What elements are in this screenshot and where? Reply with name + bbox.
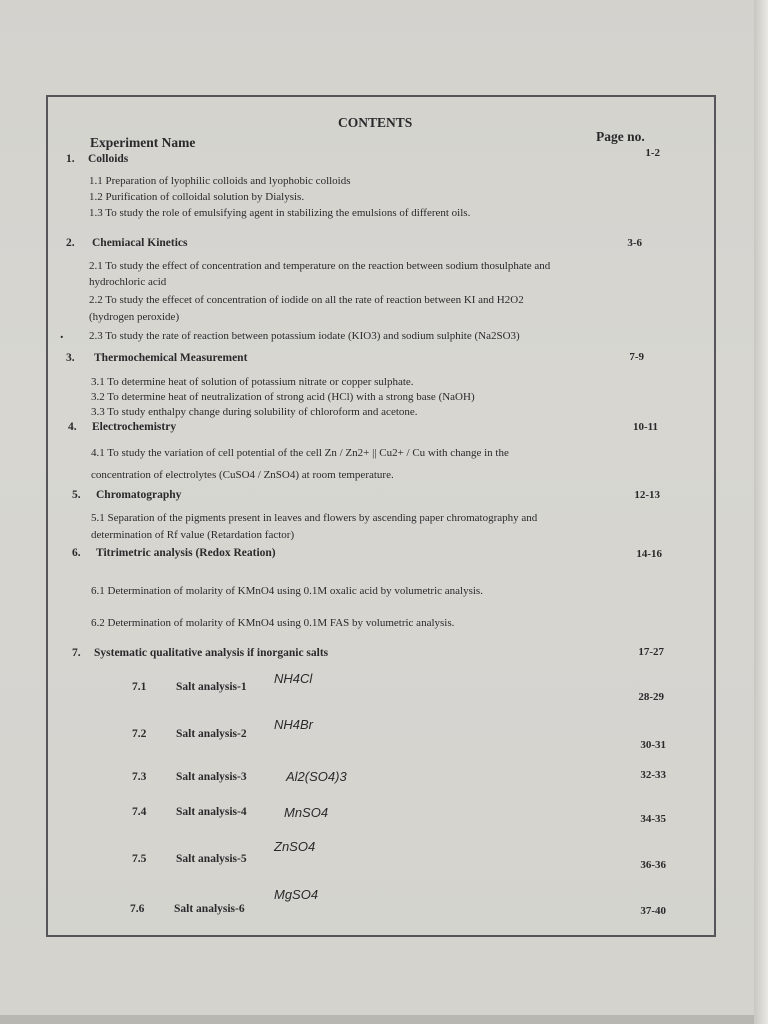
salt-name: Salt analysis-4 [176, 806, 247, 818]
section-7-name: Systematic qualitative analysis if inorganic salts [94, 647, 329, 659]
item-2-1: 2.1 To study the effect of concentration and temperature on the reaction between sodium thosulphate and [89, 260, 551, 272]
salt-formula: ZnSO4 [274, 839, 316, 854]
salt-formula: MgSO4 [274, 887, 319, 902]
section-5-pages: 12-13 [634, 489, 660, 501]
page-edge [754, 0, 768, 1024]
section-6-number: 6. [72, 547, 81, 559]
item-3-2: 3.2 To determine heat of neutralization of strong acid (HCl) with a strong base (NaOH) [91, 391, 475, 403]
bullet-dot: . [60, 327, 64, 342]
salt-number: 7.3 [132, 771, 147, 783]
section-3-number: 3. [66, 352, 75, 364]
section-6-pages: 14-16 [636, 548, 662, 560]
salt-name: Salt analysis-3 [176, 771, 247, 783]
item-5-1-cont: determination of Rf value (Retardation factor) [91, 529, 295, 541]
salt-pages: 32-33 [640, 769, 666, 781]
salt-number: 7.6 [130, 903, 145, 915]
salt-formula: MnSO4 [284, 805, 329, 820]
salt-number: 7.4 [132, 806, 147, 818]
item-5-1: 5.1 Separation of the pigments present in leaves and flowers by ascending paper chromatography and [91, 512, 538, 524]
contents-title: CONTENTS [338, 115, 413, 130]
section-1-number: 1. [66, 153, 75, 165]
contents-box [46, 95, 716, 937]
section-2-pages: 3-6 [627, 237, 642, 249]
salt-name: Salt analysis-6 [174, 903, 245, 915]
item-3-1: 3.1 To determine heat of solution of potassium nitrate or copper sulphate. [91, 376, 414, 388]
section-6-name: Titrimetric analysis (Redox Reation) [96, 547, 276, 559]
item-1-1: 1.1 Preparation of lyophilic colloids and lyophobic colloids [89, 175, 351, 187]
item-2-2: 2.2 To study the effecet of concentration of iodide on all the rate of reaction between KI and H2O2 [89, 294, 524, 306]
item-6-1: 6.1 Determination of molarity of KMnO4 using 0.1M oxalic acid by volumetric analysis. [91, 585, 483, 597]
section-2-name: Chemiacal Kinetics [92, 237, 188, 249]
salt-number: 7.1 [132, 681, 147, 693]
section-7-pages: 17-27 [638, 646, 664, 658]
item-1-3: 1.3 To study the role of emulsifying agent in stabilizing the emulsions of different oils. [89, 207, 471, 219]
item-4-1-cont: concentration of electrolytes (CuSO4 / ZnSO4) at room temperature. [91, 469, 394, 481]
salt-pages: 36-36 [640, 859, 666, 871]
section-3-pages: 7-9 [629, 351, 644, 363]
salt-pages: 28-29 [638, 691, 664, 703]
salt-name: Salt analysis-2 [176, 728, 247, 740]
watermark [448, 657, 460, 707]
salt-pages: 37-40 [640, 905, 666, 917]
section-5-name: Chromatography [96, 489, 182, 501]
salt-formula: NH4Br [274, 717, 314, 732]
salt-number: 7.2 [132, 728, 147, 740]
header-page-no: Page no. [596, 129, 645, 144]
item-3-3: 3.3 To study enthalpy change during solubility of chloroform and acetone. [91, 406, 418, 418]
salt-pages: 34-35 [640, 813, 666, 825]
salt-formula: NH4Cl [274, 671, 313, 686]
item-2-1-cont: hydrochloric acid [89, 276, 167, 288]
salt-number: 7.5 [132, 853, 147, 865]
section-3-name: Thermochemical Measurement [94, 352, 248, 364]
section-4-pages: 10-11 [632, 421, 658, 433]
section-5-number: 5. [72, 489, 81, 501]
item-2-2-cont: (hydrogen peroxide) [89, 311, 180, 323]
item-4-1: 4.1 To study the variation of cell potential of the cell Zn / Zn2+ || Cu2+ / Cu with change in the [91, 447, 509, 459]
header-experiment-name: Experiment Name [90, 135, 196, 150]
section-1-pages: 1-2 [645, 147, 660, 159]
salt-name: Salt analysis-5 [176, 853, 247, 865]
item-2-3: 2.3 To study the rate of reaction between potassium iodate (KIO3) and sodium sulphite (Na2SO3) [89, 330, 520, 342]
salt-name: Salt analysis-1 [176, 681, 247, 693]
item-6-2: 6.2 Determination of molarity of KMnO4 using 0.1M FAS by volumetric analysis. [91, 617, 455, 629]
section-7-number: 7. [72, 647, 81, 659]
salt-pages: 30-31 [640, 739, 666, 751]
section-4-number: 4. [68, 421, 77, 433]
item-1-2: 1.2 Purification of colloidal solution by Dialysis. [89, 191, 305, 203]
salt-formula: Al2(SO4)3 [286, 769, 347, 784]
section-1-name: Colloids [88, 153, 129, 165]
section-2-number: 2. [66, 237, 75, 249]
section-4-name: Electrochemistry [92, 421, 177, 433]
